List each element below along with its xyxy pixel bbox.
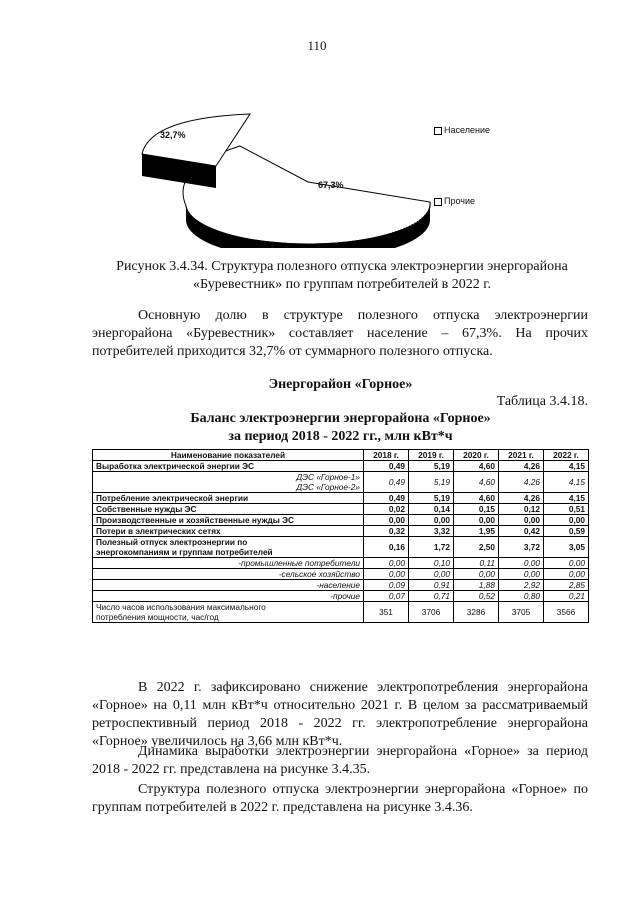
cell-value: 0,00 [544, 558, 589, 569]
cell-value: 2,85 [544, 580, 589, 591]
table-row [93, 515, 589, 526]
row-label: -население [93, 580, 364, 591]
cell-value: 0,00 [454, 515, 499, 526]
cell-value: 4,60 [454, 493, 499, 504]
cell-value: 0,00 [364, 515, 409, 526]
cell-value: 0,00 [499, 558, 544, 569]
cell-value: 0,21 [544, 591, 589, 602]
table-title [92, 410, 589, 446]
cell-value: 5,19 [409, 472, 454, 493]
pie-label-other: 67,3% [318, 180, 344, 190]
table-row [93, 569, 589, 580]
table-row [93, 591, 589, 602]
cell-value: 0,00 [499, 569, 544, 580]
legend-population [434, 125, 490, 135]
cell-value: 0,00 [499, 515, 544, 526]
table-number: Таблица 3.4.18. [496, 394, 588, 409]
cell-value: 0,71 [409, 591, 454, 602]
cell-value: 4,26 [499, 472, 544, 493]
cell-value: 0,00 [364, 558, 409, 569]
row-label: Потери в электрических сетях [93, 526, 364, 537]
paragraph-share: Основную долю в структуре полезного отпуска электроэнергии энергорайона «Буревестник» составляет население – 67,3%. На прочих потребителей приходится 32,7% от суммарного полезного отпуска. [92, 308, 588, 359]
header-cell: Наименование показателей [93, 450, 364, 461]
figure-caption [92, 258, 592, 294]
cell-value: 2,50 [454, 537, 499, 558]
table-row [93, 580, 589, 591]
cell-value: 3286 [454, 602, 499, 623]
cell-value: 5,19 [409, 461, 454, 472]
cell-value: 3705 [499, 602, 544, 623]
header-cell: 2021 г. [499, 450, 544, 461]
row-label: -сельское хозяйство [93, 569, 364, 580]
table-row [93, 461, 589, 472]
row-label: Выработка электрической энергии ЭС [93, 461, 364, 472]
table-row [93, 558, 589, 569]
header-cell: 2022 г. [544, 450, 589, 461]
header-cell: 2020 г. [454, 450, 499, 461]
row-label-line2: энергокомпаниям и группам потребителей [96, 547, 273, 557]
table-row [93, 493, 589, 504]
figure-caption-line2: «Буревестник» по группам потребителей в 2022 г. [193, 277, 491, 292]
legend-swatch-icon [434, 127, 442, 135]
cell-value: 0,00 [544, 515, 589, 526]
cell-value: 0,52 [454, 591, 499, 602]
cell-value: 0,09 [364, 580, 409, 591]
legend-label: Прочие [444, 196, 476, 206]
table-row [93, 526, 589, 537]
cell-value: 0,00 [409, 569, 454, 580]
table-title-line1: Баланс электроэнергии энергорайона «Горное» [190, 411, 491, 426]
row-label: Потребление электрической энергии [93, 493, 364, 504]
cell-value: 0,49 [364, 461, 409, 472]
legend-label: Население [444, 125, 490, 135]
cell-value: 0,00 [409, 515, 454, 526]
cell-value: 0,91 [409, 580, 454, 591]
row-label [93, 602, 364, 623]
cell-value: 0,16 [364, 537, 409, 558]
cell-value: 3,32 [409, 526, 454, 537]
row-label: Собственные нужды ЭС [93, 504, 364, 515]
row-label [93, 472, 364, 493]
row-label: -прочие [93, 591, 364, 602]
cell-value: 0,49 [364, 493, 409, 504]
paragraph-structure: Структура полезного отпуска электроэнергии энергорайона «Горное» по группам потребителей в 2022 г. представлена на рисунке 3.4.36. [92, 782, 588, 815]
row-label-line2: ДЭС «Горное-2» [296, 482, 360, 492]
cell-value: 0,80 [499, 591, 544, 602]
row-label-line1: Полезный отпуск электроэнергии по [96, 537, 248, 547]
cell-value: 0,51 [544, 504, 589, 515]
cell-value: 0,32 [364, 526, 409, 537]
cell-value: 0,14 [409, 504, 454, 515]
legend-swatch-icon [434, 198, 442, 206]
cell-value: 0,11 [454, 558, 499, 569]
cell-value: 4,60 [454, 461, 499, 472]
section-title: Энергорайон «Горное» [268, 377, 413, 392]
cell-value: 4,15 [544, 493, 589, 504]
cell-value: 5,19 [409, 493, 454, 504]
row-label: -промышленные потребители [93, 558, 364, 569]
cell-value: 4,15 [544, 461, 589, 472]
cell-value: 0,07 [364, 591, 409, 602]
cell-value: 0,02 [364, 504, 409, 515]
row-label: Производственные и хозяйственные нужды ЭС [93, 515, 364, 526]
cell-value: 3,05 [544, 537, 589, 558]
row-label [93, 537, 364, 558]
cell-value: 0,00 [364, 569, 409, 580]
cell-value: 3566 [544, 602, 589, 623]
header-cell: 2018 г. [364, 450, 409, 461]
cell-value: 0,10 [409, 558, 454, 569]
cell-value: 4,15 [544, 472, 589, 493]
cell-value: 0,42 [499, 526, 544, 537]
cell-value: 1,72 [409, 537, 454, 558]
cell-value: 4,60 [454, 472, 499, 493]
legend-other [434, 196, 475, 206]
cell-value: 0,49 [364, 472, 409, 493]
figure-caption-line1: Рисунок 3.4.34. Структура полезного отпуска электроэнергии энергорайона [116, 259, 568, 274]
pie-slice-other [183, 146, 430, 248]
pie-chart [130, 108, 590, 248]
row-label-line1: ДЭС «Горное-1» [296, 472, 360, 482]
cell-value: 3706 [409, 602, 454, 623]
cell-value: 0,15 [454, 504, 499, 515]
cell-value: 4,26 [499, 493, 544, 504]
cell-value: 0,12 [499, 504, 544, 515]
cell-value: 2,92 [499, 580, 544, 591]
table-row [93, 602, 589, 623]
paragraph-dynamics: Динамика выработки электроэнергии энергорайона «Горное» за период 2018 - 2022 гг. представлена на рисунке 3.4.35. [92, 744, 588, 777]
balance-table [92, 449, 589, 623]
table-row [93, 537, 589, 558]
pie-label-population: 32,7% [160, 130, 186, 140]
row-label-line2: потребления мощности, час/год [96, 612, 219, 622]
header-cell: 2019 г. [409, 450, 454, 461]
row-label-line1: Число часов использования максимального [96, 602, 266, 612]
cell-value: 0,00 [454, 569, 499, 580]
cell-value: 0,59 [544, 526, 589, 537]
cell-value: 3,72 [499, 537, 544, 558]
paragraph-decrease: В 2022 г. зафиксировано снижение электропотребления энергорайона «Горное» на 0,11 млн кВт*ч относительно 2021 г. В целом за рассматриваемый ретроспективный период 2018 - 2022 гг. электропотребление энергорайона «Горное» увеличилось на 3,66 млн кВт*ч. [92, 680, 588, 749]
page-number: 110 [307, 38, 327, 53]
table-row [93, 504, 589, 515]
cell-value: 0,00 [544, 569, 589, 580]
cell-value: 351 [364, 602, 409, 623]
cell-value: 1,88 [454, 580, 499, 591]
table-title-line2: за период 2018 - 2022 гг., млн кВт*ч [228, 429, 453, 444]
table-header-row [93, 450, 589, 461]
cell-value: 4,26 [499, 461, 544, 472]
cell-value: 1,95 [454, 526, 499, 537]
table-row [93, 472, 589, 493]
